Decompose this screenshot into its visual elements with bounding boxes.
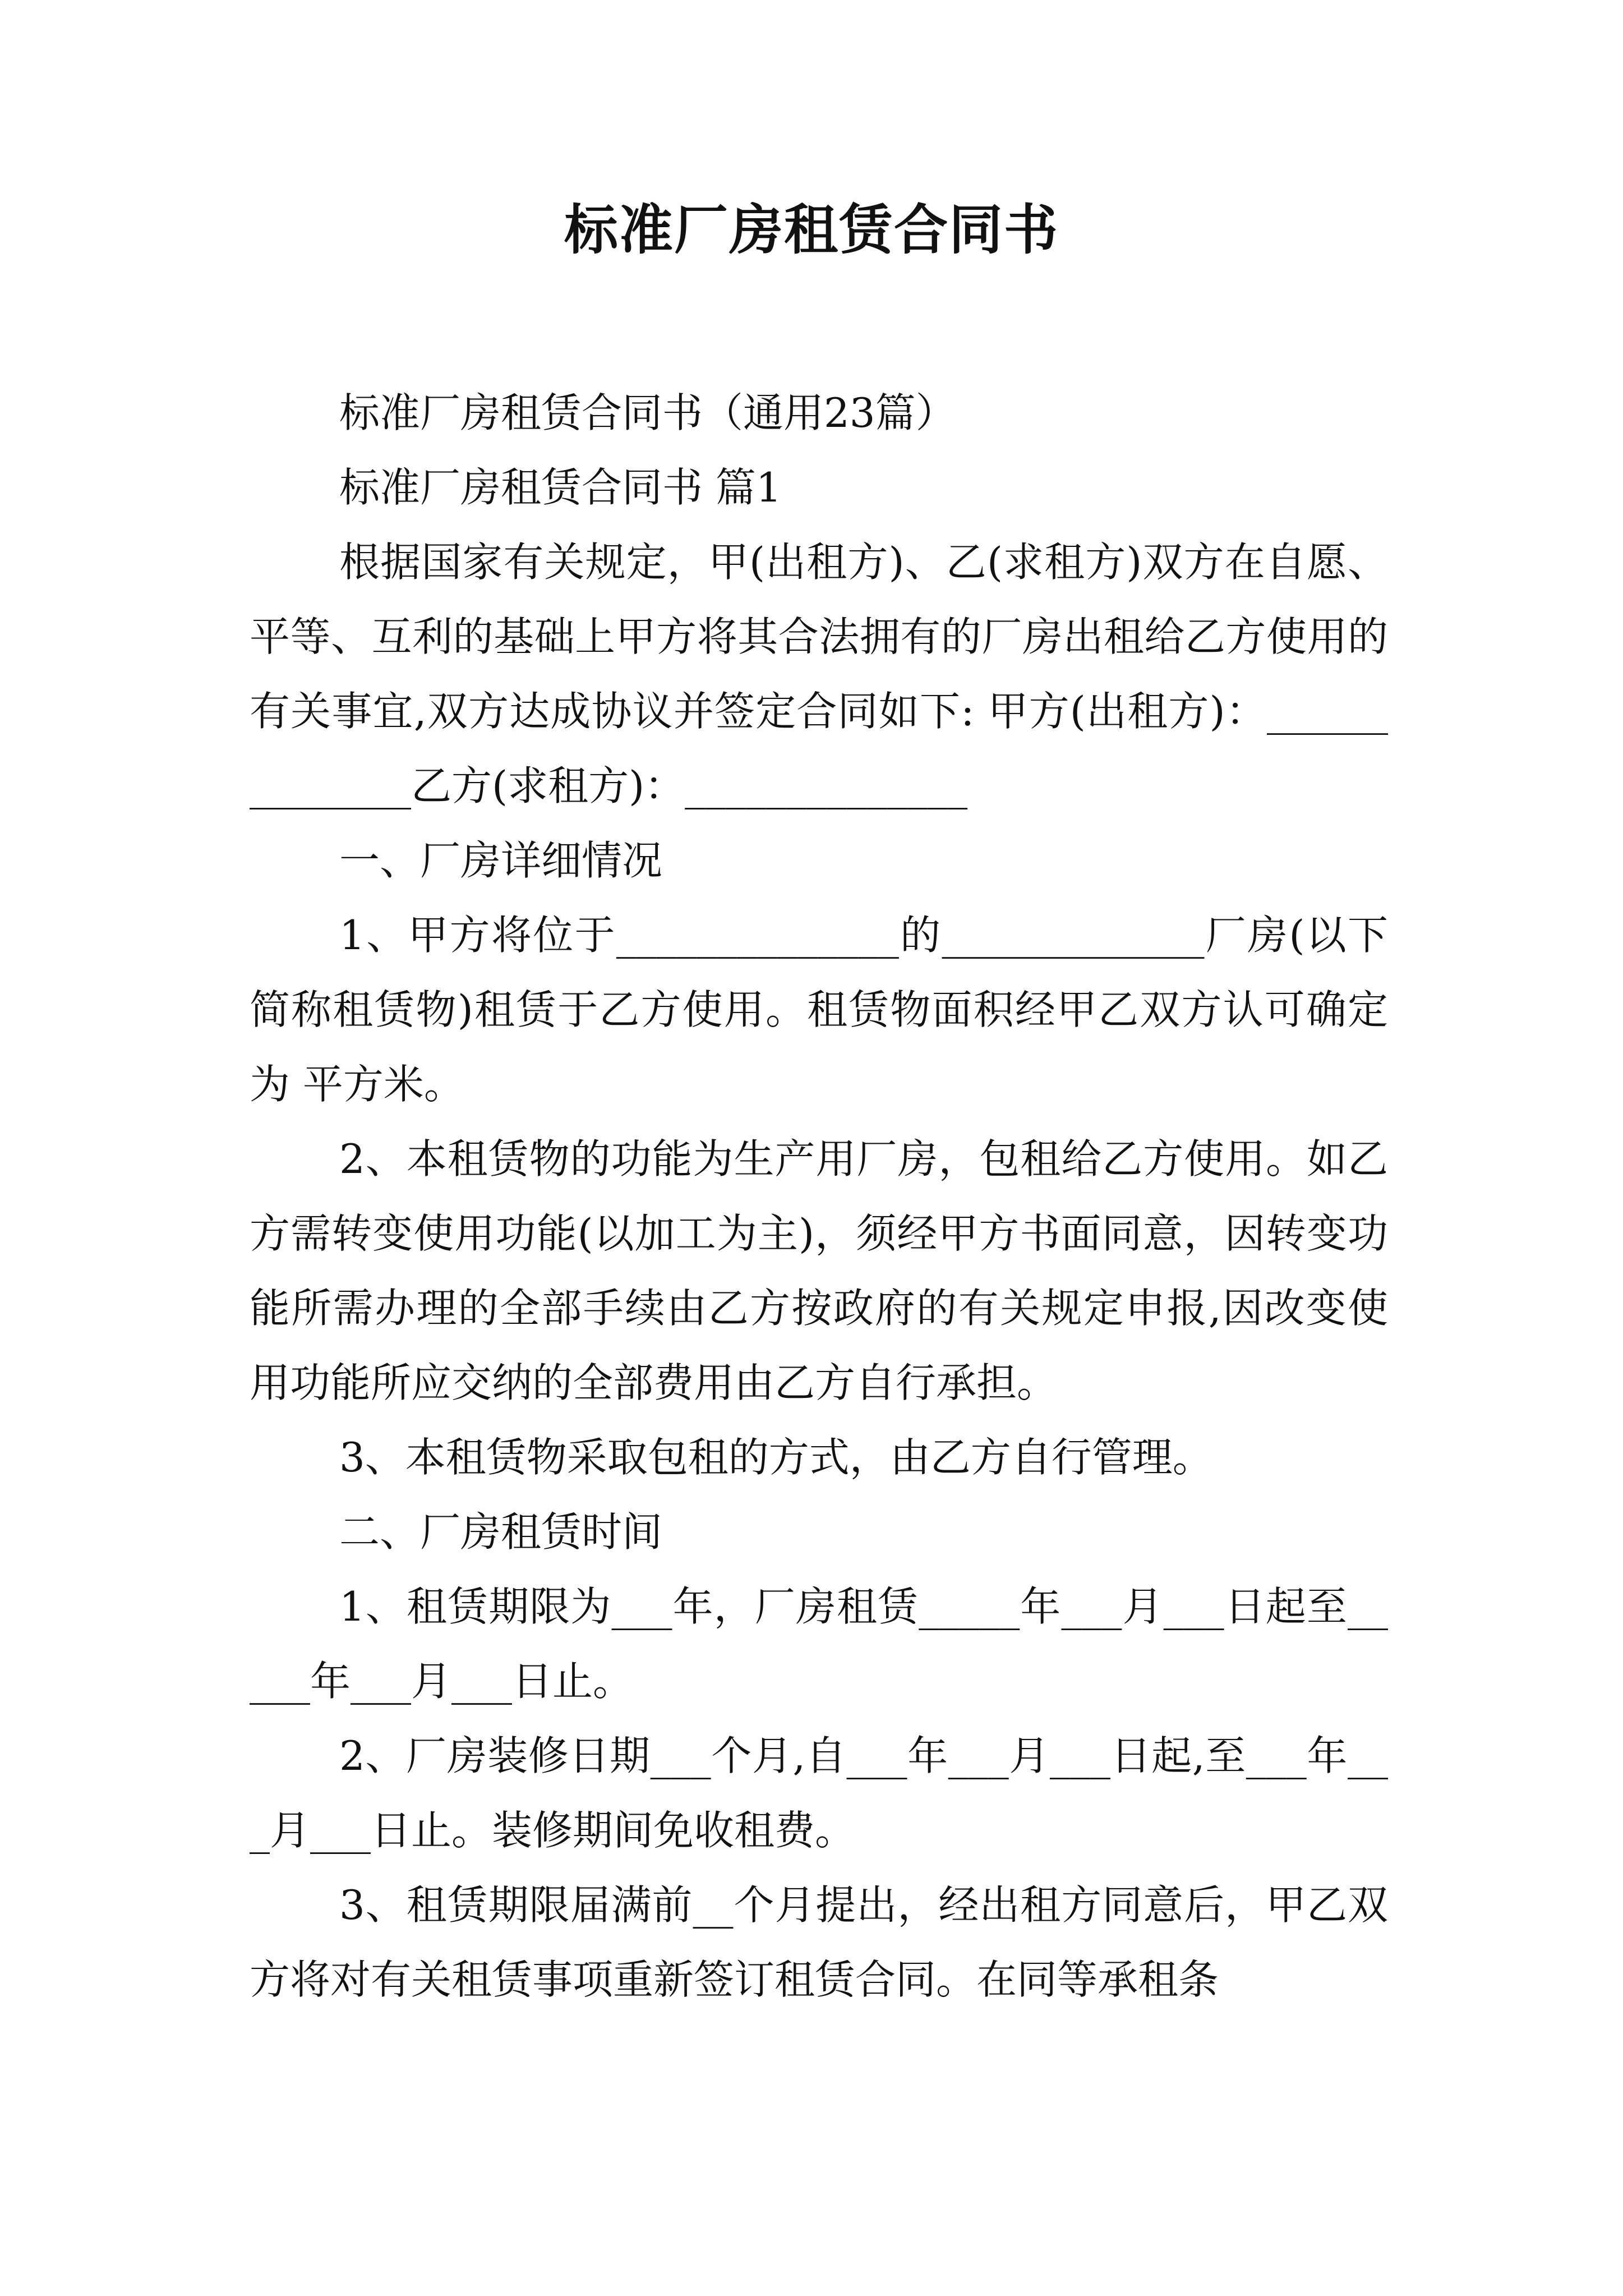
document-body — [250, 376, 1388, 2017]
document-title: 标准厂房租赁合同书 — [564, 199, 1059, 261]
clause-2-1: 1、租赁期限为___年，厂房租赁_____年___月___日起至_____年___月___日止。 — [250, 1583, 1388, 1705]
section-heading-lease-term: 二、厂房租赁时间 — [339, 1508, 663, 1556]
section-heading-part-1: 标准厂房租赁合同书 篇1 — [339, 464, 782, 511]
preamble-paragraph: 根据国家有关规定，甲(出租方)、乙(求租方)双方在自愿、平等、互利的基础上甲方将其合法拥有的厂房出租给乙方使用的有关事宜,双方达成协议并签定合同如下: 甲方(出租方)：______________乙方(求租方)：______________ — [250, 539, 1388, 809]
clause-2-2: 2、厂房装修日期___个月,自___年___月___日起,至___年___月___日止。装修期间免收租费。 — [250, 1732, 1388, 1854]
document-subtitle: 标准厂房租赁合同书（通用23篇） — [339, 389, 956, 436]
clause-1-3: 3、本租赁物采取包租的方式，由乙方自行管理。 — [339, 1434, 1213, 1481]
clause-1-1: 1、甲方将位于______________的_____________厂房(以下简称租赁物)租赁于乙方使用。租赁物面积经甲乙双方认可确定为 平方米。 — [250, 912, 1388, 1108]
clause-2-3: 3、租赁期限届满前__个月提出，经出租方同意后，甲乙双方将对有关租赁事项重新签订租赁合同。在同等承租条 — [250, 1881, 1388, 2003]
section-heading-factory-details: 一、厂房详细情况 — [339, 837, 663, 884]
clause-1-2: 2、本租赁物的功能为生产用厂房，包租给乙方使用。如乙方需转变使用功能(以加工为主)，须经甲方书面同意，因转变功能所需办理的全部手续由乙方按政府的有关规定申报,因改变使用功能所应交纳的全部费用由乙方自行承担。 — [250, 1135, 1388, 1406]
